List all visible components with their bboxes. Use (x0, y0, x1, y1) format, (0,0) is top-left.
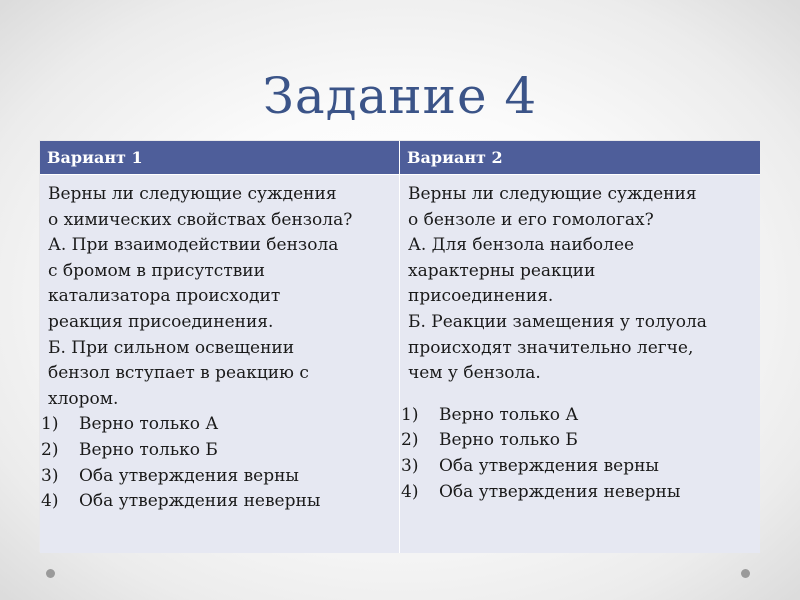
header-variant-1: Вариант 1 (40, 141, 400, 174)
variant-1-cell (40, 174, 400, 553)
variant-1-answers (41, 412, 399, 514)
prev-slide-dot-icon[interactable] (46, 569, 55, 578)
variant-1-answer-3 (41, 464, 399, 490)
variants-table (39, 140, 759, 552)
variant-2-question: Верны ли следующие суждения о бензоле и его гомологах? А. Для бензола наиболее характерны реакции присоединения. Б. Реакции замещения у толуола происходят значительно легче, чем у бензола. (408, 184, 707, 384)
answer-text: Верно только А (79, 414, 219, 435)
variant-1-question: Верны ли следующие суждения о химических свойствах бензола? А. При взаимодействии бензола с бромом в присутствии катализатора происходит реакция присоединения. Б. При сильном освещении бензол вступает в реакцию с хлором. (48, 184, 353, 409)
variant-2-cell (400, 174, 760, 553)
answer-number: 2) (401, 430, 419, 451)
answer-text: Верно только Б (79, 439, 218, 460)
header-variant-2: Вариант 2 (400, 141, 760, 174)
answer-number: 3) (401, 455, 419, 476)
answer-text: Оба утверждения верны (439, 455, 659, 476)
variant-2-answer-2 (401, 428, 760, 454)
answer-text: Оба утверждения верны (79, 465, 299, 486)
variant-2-answer-4 (401, 480, 760, 506)
slide-title: Задание 4 (262, 67, 538, 125)
answer-number: 4) (401, 481, 419, 502)
variant-2-answer-1 (401, 403, 760, 429)
answer-number: 2) (41, 439, 59, 460)
answer-number: 1) (41, 414, 59, 435)
variant-2-answer-3 (401, 454, 760, 480)
variant-2-answers (401, 403, 760, 505)
answer-number: 3) (41, 465, 59, 486)
answer-number: 4) (41, 491, 59, 512)
answer-text: Верно только А (439, 404, 579, 425)
variant-1-answer-1 (41, 412, 399, 438)
spacer (408, 387, 760, 403)
answer-number: 1) (401, 404, 419, 425)
next-slide-dot-icon[interactable] (741, 569, 750, 578)
variant-1-answer-4 (41, 489, 399, 515)
answer-text: Оба утверждения неверны (439, 481, 681, 502)
variant-1-answer-2 (41, 438, 399, 464)
answer-text: Оба утверждения неверны (79, 491, 321, 512)
answer-text: Верно только Б (439, 430, 578, 451)
